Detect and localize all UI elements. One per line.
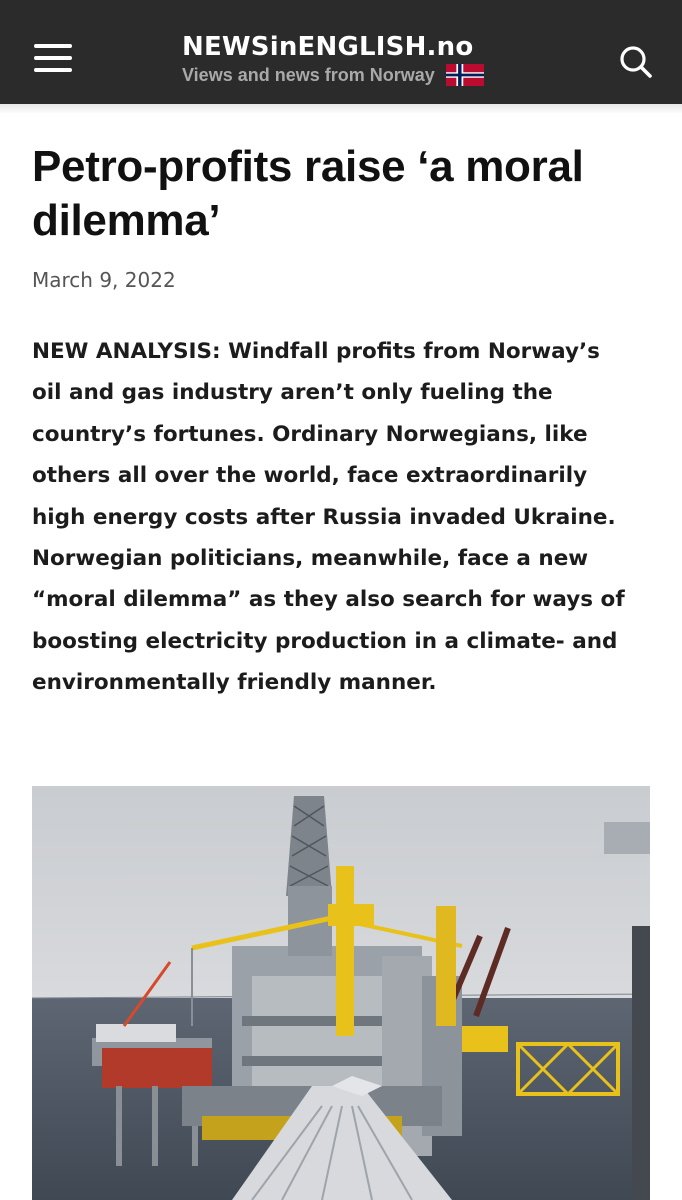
article-date: March 9, 2022 xyxy=(32,268,176,292)
menu-line xyxy=(34,44,72,48)
hamburger-menu-icon[interactable] xyxy=(34,44,74,76)
norway-flag-icon xyxy=(446,64,484,86)
article-lead: NEW ANALYSIS: Windfall profits from Norway’s oil and gas industry aren’t only fueling the country’s fortunes. Ordinary Norwegians, like others all over the world, face extraordinarily high energy costs after Russia invaded Ukraine. Norwegian politicians, meanwhile, face a new “moral dilemma” as they also search for ways of boosting electricity production in a climate- and environmentally friendly manner. xyxy=(32,339,625,696)
site-header xyxy=(0,0,682,104)
offshore-platform-illustration xyxy=(32,786,650,1200)
article-title: Petro-profits raise ‘a moral dilemma’ xyxy=(32,142,584,245)
site-tagline: Views and news from Norway xyxy=(182,65,435,85)
search-icon[interactable] xyxy=(618,44,654,80)
menu-line xyxy=(34,68,72,72)
article-photo-offshore-platform[interactable] xyxy=(32,786,650,1200)
tagline-row xyxy=(182,64,484,86)
menu-line xyxy=(34,56,72,60)
header-shadow xyxy=(0,104,682,114)
site-logo[interactable] xyxy=(182,30,512,90)
site-name: NEWSinENGLISH.no xyxy=(182,32,474,62)
